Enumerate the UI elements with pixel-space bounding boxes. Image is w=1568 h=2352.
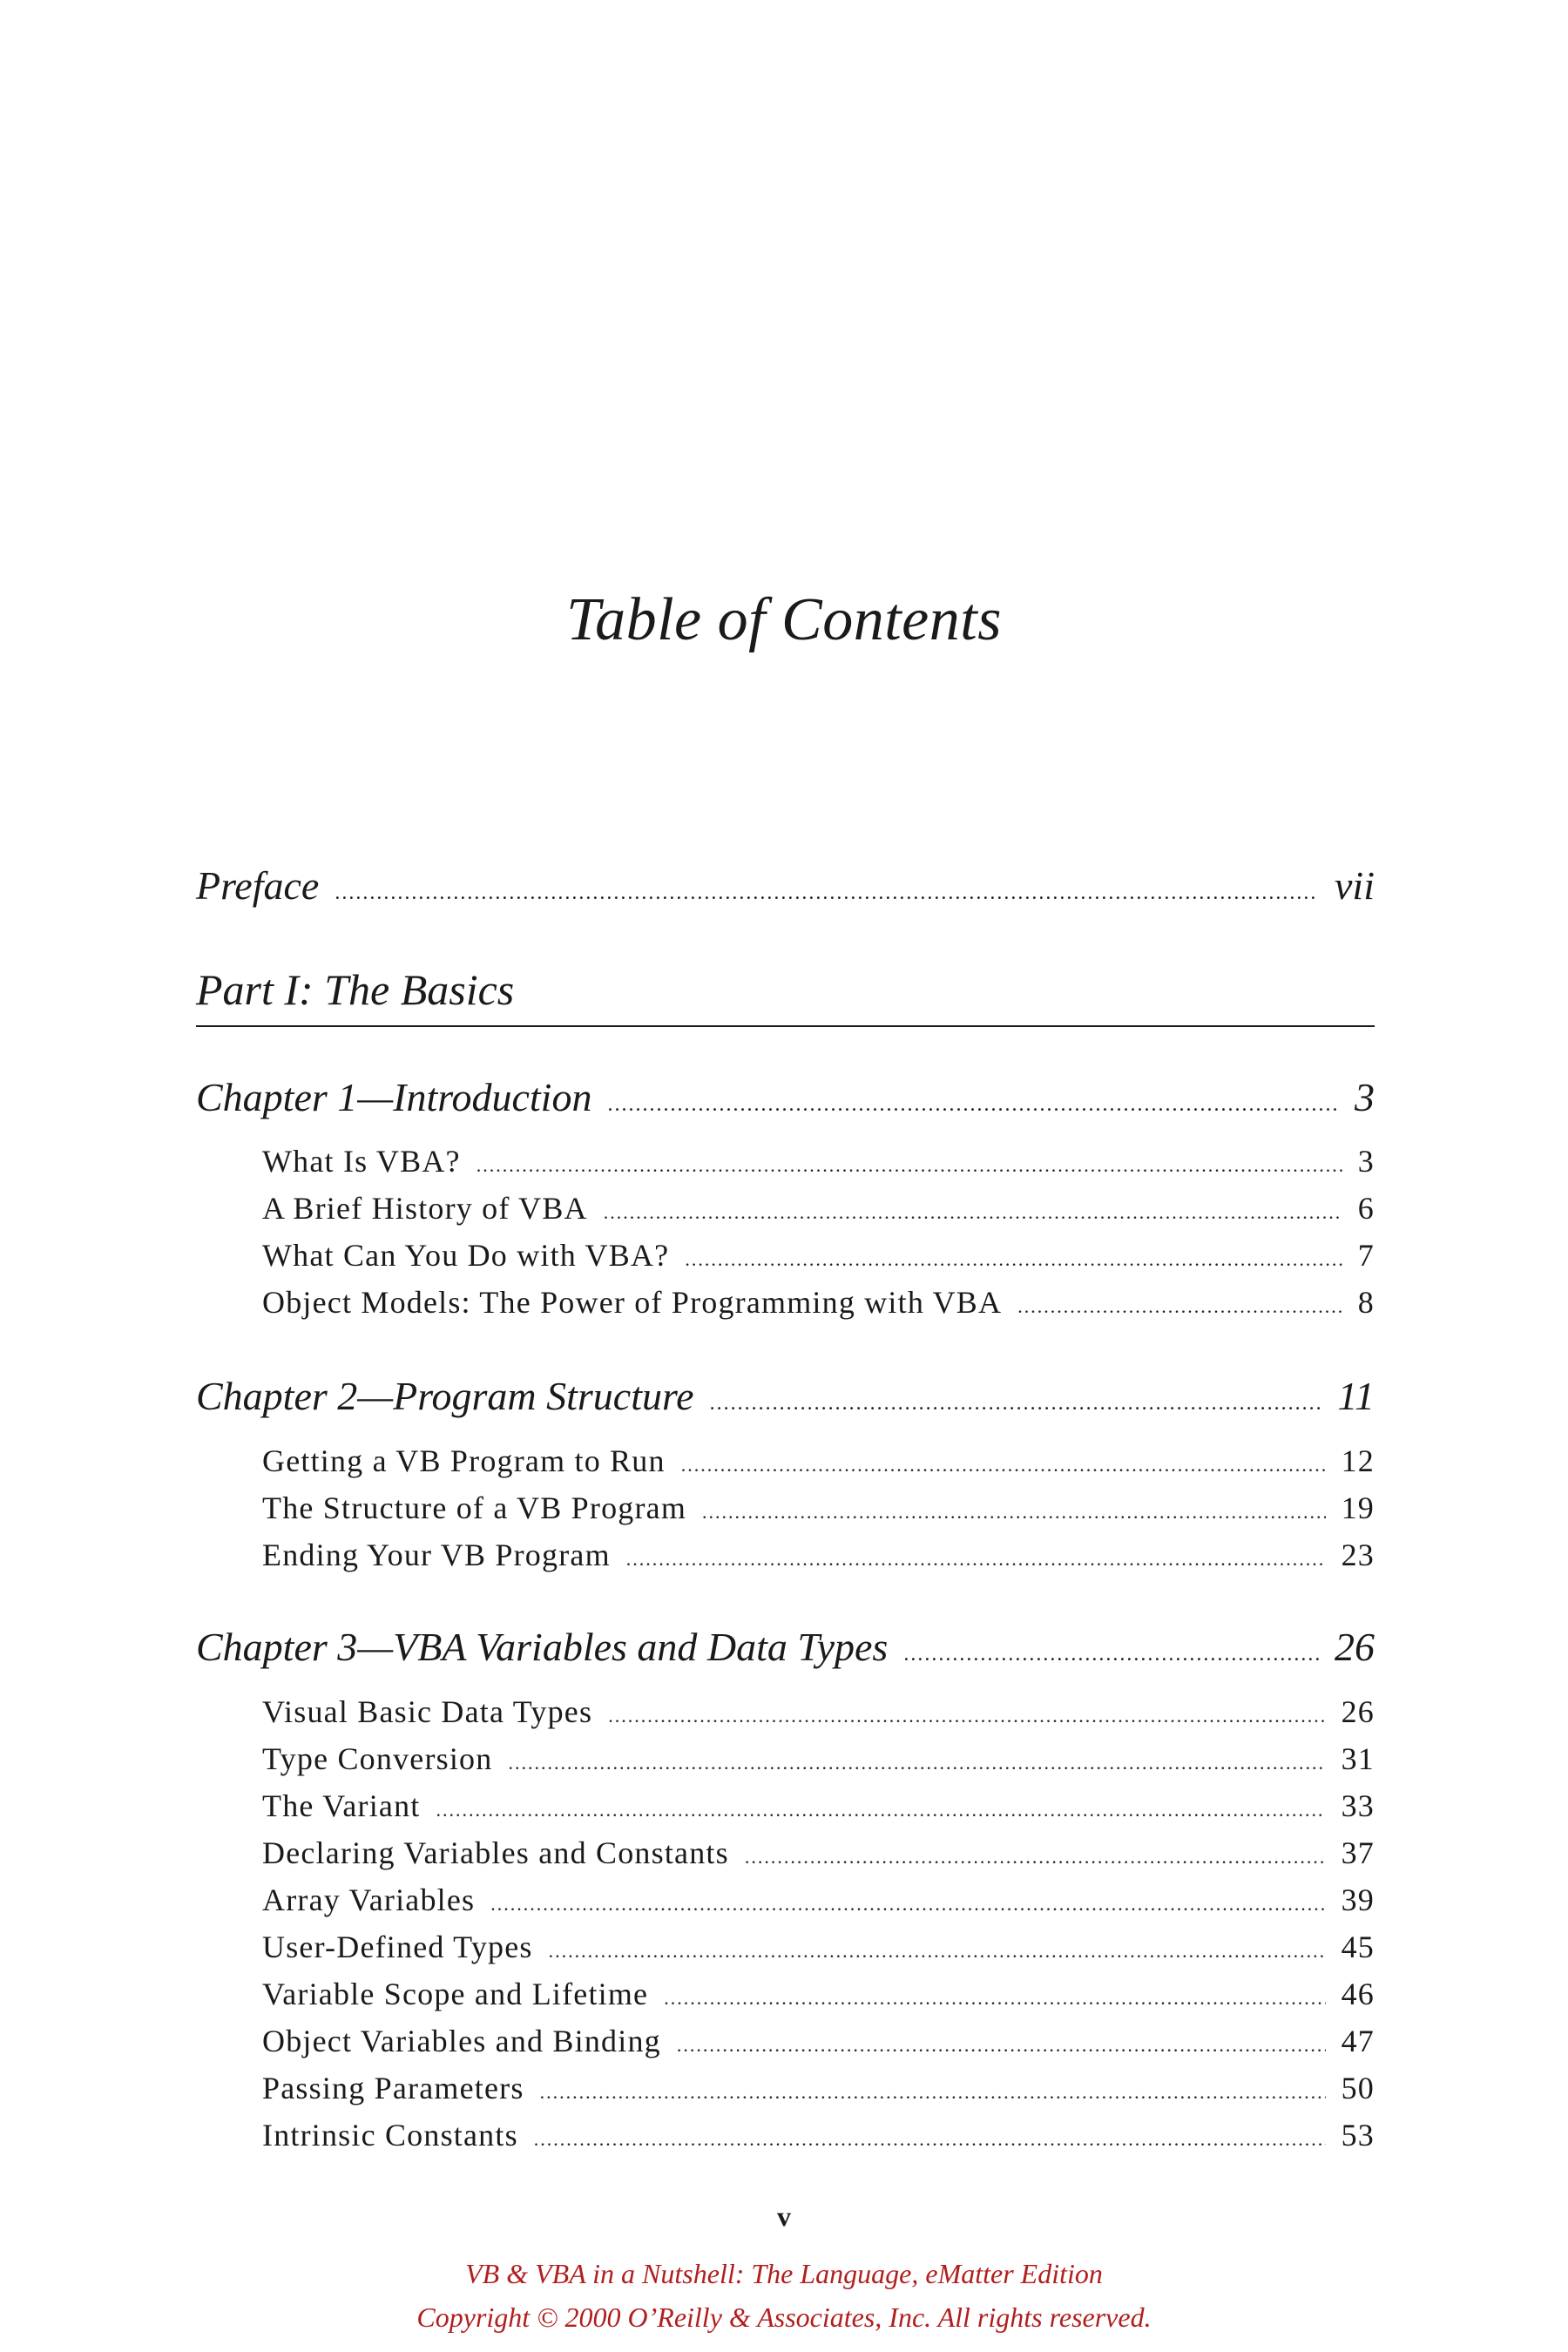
toc-entry-section[interactable] xyxy=(262,1443,1375,1479)
dot-leader xyxy=(607,1093,1339,1117)
toc-entry-page: 50 xyxy=(1341,2071,1375,2105)
toc-entry-page: 45 xyxy=(1341,1930,1375,1964)
toc-entry-label: Preface xyxy=(196,863,320,908)
toc-entry-label: Chapter 3—VBA Variables and Data Types xyxy=(196,1625,889,1669)
dot-leader xyxy=(710,1392,1322,1416)
dot-leader xyxy=(476,1154,1342,1177)
toc-entry-page: 26 xyxy=(1335,1625,1375,1669)
toc-entry-section[interactable] xyxy=(262,1237,1375,1274)
toc-entry-page: 11 xyxy=(1337,1374,1375,1418)
toc-entry-label: Type Conversion xyxy=(262,1741,493,1776)
toc-entry-page: 3 xyxy=(1357,1144,1375,1179)
dot-leader xyxy=(549,1940,1326,1963)
toc-entry-section[interactable] xyxy=(262,2117,1375,2153)
toc-entry-chapter-1[interactable] xyxy=(196,1074,1375,1120)
toc-entry-label: The Structure of a VB Program xyxy=(262,1490,687,1525)
dot-leader xyxy=(608,1705,1325,1727)
toc-entry-label: Chapter 1—Introduction xyxy=(196,1075,592,1119)
toc-entry-section[interactable] xyxy=(262,1835,1375,1871)
toc-entry-label: Getting a VB Program to Run xyxy=(262,1443,666,1478)
dot-leader xyxy=(508,1752,1325,1774)
toc-entry-label: Object Variables and Binding xyxy=(262,2024,661,2058)
toc-entry-label: User-Defined Types xyxy=(262,1930,533,1964)
toc-entry-page: 23 xyxy=(1341,1538,1375,1572)
toc-entry-section[interactable] xyxy=(262,1929,1375,1965)
toc-entry-page: 46 xyxy=(1341,1977,1375,2011)
dot-leader xyxy=(677,2034,1326,2057)
toc-entry-page: 3 xyxy=(1355,1075,1375,1119)
toc-entry-page: 33 xyxy=(1341,1788,1375,1823)
toc-entry-page: 37 xyxy=(1341,1835,1375,1870)
toc-entry-label: A Brief History of VBA xyxy=(262,1191,588,1226)
toc-entry-page: 7 xyxy=(1357,1238,1375,1273)
toc-entry-section[interactable] xyxy=(262,2023,1375,2059)
part-heading xyxy=(196,964,1375,1027)
page-number: v xyxy=(777,2200,791,2232)
toc-entry-section[interactable] xyxy=(262,1190,1375,1227)
toc-entry-label: Variable Scope and Lifetime xyxy=(262,1977,649,2011)
dot-leader xyxy=(681,1454,1326,1477)
page-title: Table of Contents xyxy=(566,586,1002,653)
toc-entry-label: Passing Parameters xyxy=(262,2071,524,2105)
toc-entry-label: Ending Your VB Program xyxy=(262,1538,611,1572)
toc-entry-section[interactable] xyxy=(262,1693,1375,1730)
dot-leader xyxy=(436,1799,1325,1821)
toc-entry-section[interactable] xyxy=(262,1788,1375,1824)
toc-entry-chapter-3[interactable] xyxy=(196,1624,1375,1670)
toc-entry-label: Visual Basic Data Types xyxy=(262,1694,593,1729)
toc-entry-page: 12 xyxy=(1341,1443,1375,1478)
dot-leader xyxy=(745,1846,1326,1869)
toc-entry-page: 26 xyxy=(1341,1694,1375,1729)
toc-entry-chapter-2[interactable] xyxy=(196,1373,1375,1419)
toc-entry-label: Chapter 2—Program Structure xyxy=(196,1374,694,1418)
toc-entry-section[interactable] xyxy=(262,1976,1375,2012)
toc-entry-section[interactable] xyxy=(262,1143,1375,1179)
toc-entry-label: Array Variables xyxy=(262,1882,476,1917)
footer-edition-line: VB & VBA in a Nutshell: The Language, eMatter Edition xyxy=(465,2258,1103,2289)
part-label: Part I: The Basics xyxy=(196,965,515,1014)
dot-leader xyxy=(664,1987,1325,2010)
toc-entry-page: 53 xyxy=(1341,2118,1375,2153)
toc-entry-page: 6 xyxy=(1357,1191,1375,1226)
toc-entry-page: 39 xyxy=(1341,1882,1375,1917)
toc-entry-section[interactable] xyxy=(262,2070,1375,2106)
toc-entry-preface[interactable] xyxy=(196,862,1375,909)
toc-entry-section[interactable] xyxy=(262,1284,1375,1321)
toc-entry-page: 31 xyxy=(1341,1741,1375,1776)
toc-entry-label: What Is VBA? xyxy=(262,1144,461,1179)
toc-entry-section[interactable] xyxy=(262,1740,1375,1777)
dot-leader xyxy=(685,1248,1342,1271)
toc-entry-label: The Variant xyxy=(262,1788,421,1823)
toc-entry-label: Object Models: The Power of Programming with VBA xyxy=(262,1285,1003,1320)
dot-leader xyxy=(903,1643,1319,1666)
toc-entry-page: vii xyxy=(1335,863,1375,908)
toc-entry-label: Declaring Variables and Constants xyxy=(262,1835,729,1870)
dot-leader xyxy=(490,1893,1325,1916)
dot-leader xyxy=(335,882,1319,905)
dot-leader xyxy=(702,1501,1326,1524)
dot-leader xyxy=(604,1201,1342,1224)
dot-leader xyxy=(626,1548,1326,1571)
toc-entry-label: What Can You Do with VBA? xyxy=(262,1238,670,1273)
toc-entry-page: 47 xyxy=(1341,2024,1375,2058)
toc-entry-section[interactable] xyxy=(262,1537,1375,1573)
dot-leader xyxy=(540,2081,1326,2104)
dot-leader xyxy=(534,2128,1326,2151)
dot-leader xyxy=(1017,1295,1342,1318)
toc-entry-page: 8 xyxy=(1357,1285,1375,1320)
toc-entry-section[interactable] xyxy=(262,1490,1375,1526)
footer-copyright-line: Copyright © 2000 O’Reilly & Associates, Inc. All rights reserved. xyxy=(416,2301,1152,2333)
toc-entry-section[interactable] xyxy=(262,1882,1375,1918)
toc-entry-page: 19 xyxy=(1341,1490,1375,1525)
toc-entry-label: Intrinsic Constants xyxy=(262,2118,518,2153)
